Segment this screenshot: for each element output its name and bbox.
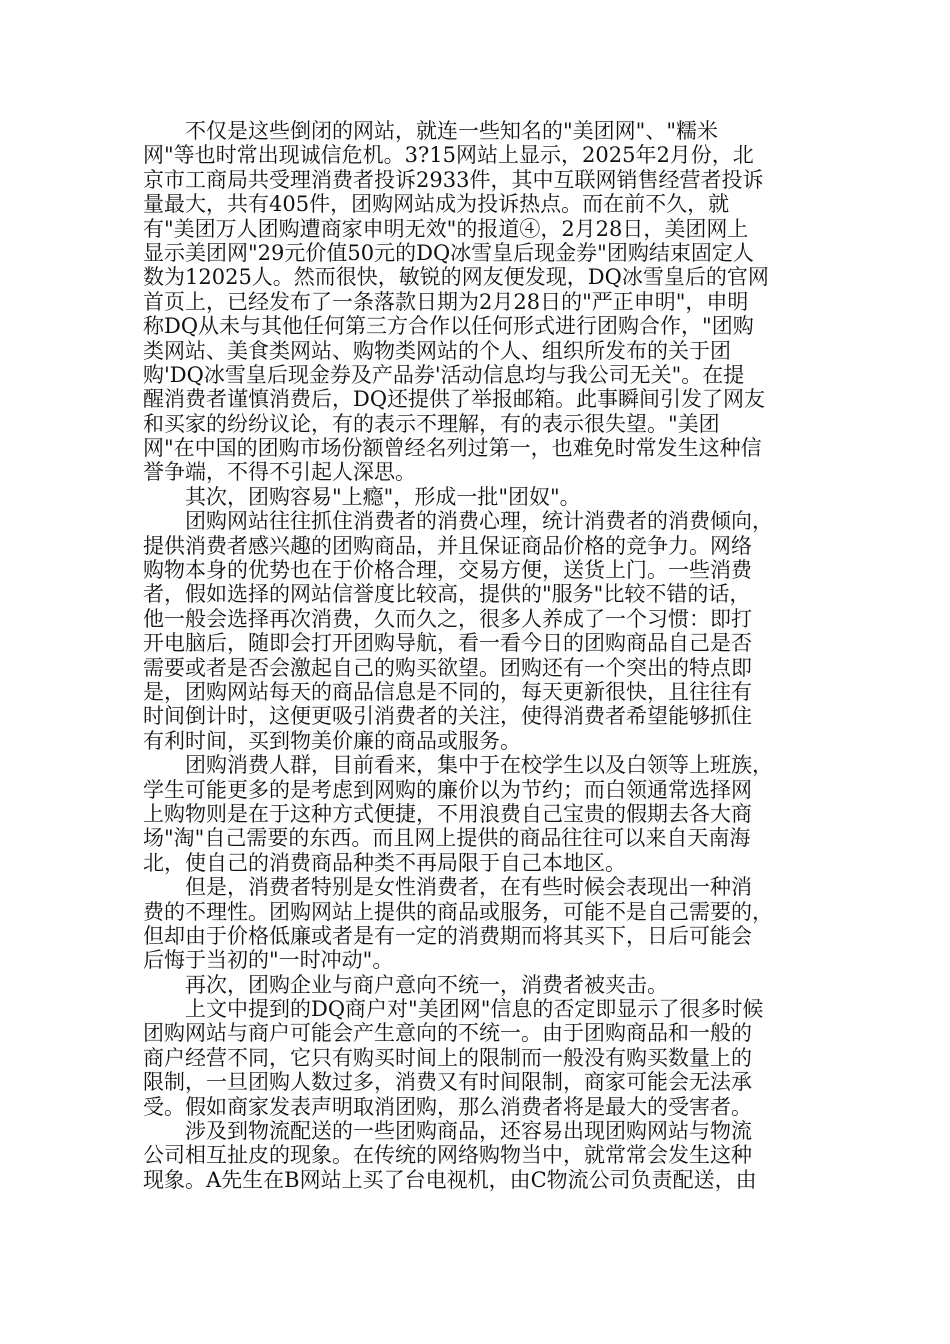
text-line: 类网站、美食类网站、购物类网站的个人、组织所发布的关于团 bbox=[143, 338, 731, 363]
text-line: 再次，团购企业与商户意向不统一，消费者被夹击。 bbox=[143, 972, 668, 997]
text-line: 上购物则是在于这种方式便捷，不用浪费自己宝贵的假期去各大商 bbox=[143, 801, 752, 826]
text-line: 商户经营不同，它只有购买时间上的限制而一般没有购买数量上的 bbox=[143, 1045, 752, 1070]
text-line: 他一般会选择再次消费，久而久之，很多人养成了一个习惯：即打 bbox=[143, 606, 752, 631]
text-line: 后悔于当初的"一时冲动"。 bbox=[143, 948, 394, 973]
text-line: 醒消费者谨慎消费后，DQ还提供了举报邮箱。此事瞬间引发了网友 bbox=[143, 387, 766, 412]
text-line: 量最大，共有405件，团购网站成为投诉热点。而在前不久，就 bbox=[143, 192, 730, 217]
text-line: 不仅是这些倒闭的网站，就连一些知名的"美团网"、"糯米 bbox=[143, 119, 718, 143]
text-line: 称DQ从未与其他任何第三方合作以任何形式进行团购合作，"团购 bbox=[143, 314, 754, 339]
text-line: 和买家的纷纷议论，有的表示不理解，有的表示很失望。"美团 bbox=[143, 411, 720, 436]
text-line: 购'DQ冰雪皇后现金券及产品券'活动信息均与我公司无关"。在提 bbox=[143, 362, 745, 387]
text-line: 是，团购网站每天的商品信息是不同的，每天更新很快，且往往有 bbox=[143, 679, 752, 704]
text-line: 网"在中国的团购市场份额曾经名列过第一，也难免时常发生这种信 bbox=[143, 436, 762, 461]
text-line: 其次，团购容易"上瘾"，形成一批"团奴"。 bbox=[143, 484, 581, 509]
text-line: 有"美团万人团购遭商家申明无效"的报道④，2月28日，美团网上 bbox=[143, 216, 749, 241]
text-line: 网"等也时常出现诚信危机。3?15网站上显示，2025年2月份，北 bbox=[143, 143, 754, 168]
text-line: 但是，消费者特别是女性消费者，在有些时候会表现出一种消 bbox=[143, 875, 752, 900]
text-line: 需要或者是否会激起自己的购买欲望。团购还有一个突出的特点即 bbox=[143, 655, 752, 680]
text-line: 团购网站往往抓住消费者的消费心理，统计消费者的消费倾向， bbox=[143, 509, 773, 534]
text-line: 北，使自己的消费商品种类不再局限于自己本地区。 bbox=[143, 850, 626, 875]
text-line: 京市工商局共受理消费者投诉2933件，其中互联网销售经营者投诉 bbox=[143, 167, 764, 192]
text-line: 购物本身的优势也在于价格合理，交易方便，送货上门。一些消费 bbox=[143, 558, 752, 583]
text-line: 但却由于价格低廉或者是有一定的消费期而将其买下，日后可能会 bbox=[143, 923, 752, 948]
text-line: 上文中提到的DQ商户对"美团网"信息的否定即显示了很多时候 bbox=[143, 997, 764, 1022]
text-line: 有利时间，买到物美价廉的商品或服务。 bbox=[143, 728, 521, 753]
text-line: 数为12025人。然而很快，敏锐的网友便发现，DQ冰雪皇后的官网 bbox=[143, 265, 769, 290]
text-line: 团购网站与商户可能会产生意向的不统一。由于团购商品和一般的 bbox=[143, 1021, 752, 1046]
text-line: 涉及到物流配送的一些团购商品，还容易出现团购网站与物流 bbox=[143, 1119, 752, 1144]
text-line: 学生可能更多的是考虑到网购的廉价以为节约；而白领通常选择网 bbox=[143, 777, 752, 802]
text-line: 现象。A先生在B网站上买了台电视机，由C物流公司负责配送，由 bbox=[143, 1167, 757, 1192]
text-line: 团购消费人群，目前看来，集中于在校学生以及白领等上班族， bbox=[143, 753, 773, 778]
text-line: 公司相互扯皮的现象。在传统的网络购物当中，就常常会发生这种 bbox=[143, 1143, 752, 1168]
text-line: 场"淘"自己需要的东西。而且网上提供的商品往往可以来自天南海 bbox=[143, 826, 751, 851]
text-line: 受。假如商家发表声明取消团购，那么消费者将是最大的受害者。 bbox=[143, 1094, 752, 1119]
text-line: 誉争端，不得不引起人深思。 bbox=[143, 460, 416, 485]
text-line: 提供消费者感兴趣的团购商品，并且保证商品价格的竞争力。网络 bbox=[143, 533, 752, 558]
text-line: 时间倒计时，这便更吸引消费者的关注，使得消费者希望能够抓住 bbox=[143, 704, 752, 729]
text-line: 首页上，已经发布了一条落款日期为2月28日的"严正申明"，申明 bbox=[143, 289, 749, 314]
text-line: 显示美团网"29元价值50元的DQ冰雪皇后现金券"团购结束固定人 bbox=[143, 240, 754, 265]
text-line: 限制，一旦团购人数过多，消费又有时间限制，商家可能会无法承 bbox=[143, 1070, 752, 1095]
text-line: 者，假如选择的网站信誉度比较高，提供的"服务"比较不错的话， bbox=[143, 582, 751, 607]
text-line: 费的不理性。团购网站上提供的商品或服务，可能不是自己需要的， bbox=[143, 899, 773, 924]
document-body bbox=[143, 119, 807, 1192]
text-line: 开电脑后，随即会打开团购导航，看一看今日的团购商品自己是否 bbox=[143, 631, 752, 656]
